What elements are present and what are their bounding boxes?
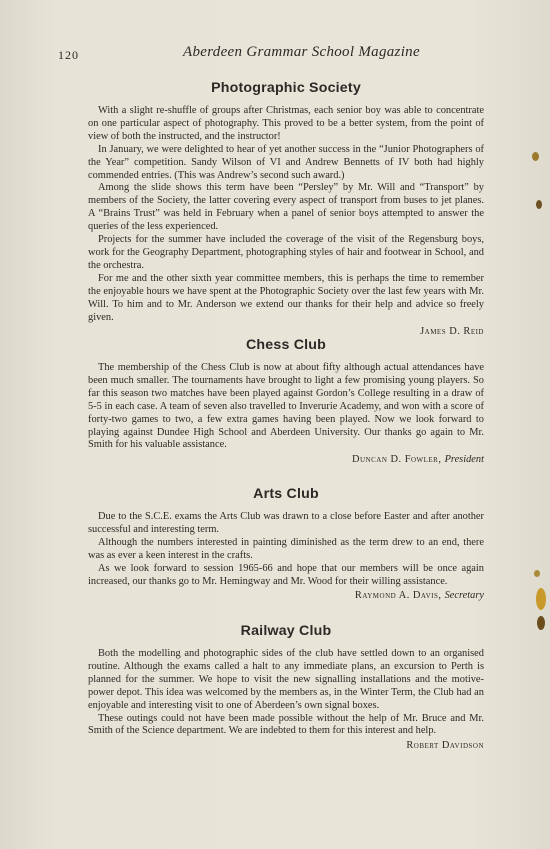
- running-title: Aberdeen Grammar School Magazine: [183, 44, 420, 60]
- signature-name: Robert Davidson: [406, 740, 484, 752]
- paragraph: With a slight re-shuffle of groups after Christmas, each senior boy was able to concentrate on one particular aspect of photography. This proved to be a better system, from the point of view of both the instructed, and the instructor!: [88, 105, 484, 142]
- signature: [88, 739, 484, 752]
- signature-name: Duncan D. Fowler,: [352, 454, 442, 466]
- section-title: Railway Club: [240, 623, 332, 639]
- section-arts-club: [88, 486, 484, 602]
- paragraph: As we look forward to session 1965-66 and hope that our members will be once again increased, our thanks go to Mr. Hemingway and Mr. Wood for their willing assistance.: [88, 562, 484, 587]
- signature-name: James D. Reid: [420, 326, 484, 338]
- signature-role: President: [444, 454, 484, 466]
- section-photographic-society: [88, 80, 484, 338]
- page-number: 120: [58, 48, 79, 62]
- ink-spot-decoration: [534, 570, 540, 577]
- paragraph: Among the slide shows this term have been “Persley” by Mr. Will and “Transport” by members of the Society, the latter covering every aspect of transport from buses to jet planes. A “Brains Trust” was held in February when a panel of senior boys attempted to answer the queries of the less experienced.: [88, 182, 484, 233]
- ink-spot-decoration: [536, 200, 542, 209]
- ink-spot-decoration: [537, 616, 545, 630]
- signature: [88, 453, 484, 466]
- section-railway-club: [88, 623, 484, 752]
- paragraph: Projects for the summer have included the coverage of the visit of the Regensburg boys, work for the Geography Department, photographing styles of hair and footwear in School, and the orchestra.: [88, 234, 484, 271]
- section-title: Chess Club: [245, 337, 327, 353]
- paragraph: In January, we were delighted to hear of yet another success in the “Junior Photographers of the Year” competition. Sandy Wilson of VI and Andrew Bennetts of IV both had highly commended entries. (This was Andrew’s second such award.): [88, 143, 484, 181]
- section-chess-club: [88, 337, 484, 466]
- signature-name: Raymond A. Davis,: [354, 590, 442, 602]
- ink-spot-decoration: [532, 152, 539, 161]
- paragraph: Both the modelling and photographic sides of the club have settled down to an organised routine. Although the exams called a halt to any immediate plans, an excursion to Perth is planned for the summer. We hope to visit the new signalling installations and the motive-power depot. This idea was welcomed by the members as, in the Winter Term, the Club had an enjoyable and interesting visit to one of Aberdeen’s own signal boxes.: [88, 648, 484, 711]
- signature-role: Secretary: [444, 590, 484, 602]
- paragraph: The membership of the Chess Club is now at about fifty although actual attendances have been much smaller. The tournaments have brought to light a few promising young players. So far this season two matches have been played against Gordon’s College resulting in a draw of 5-5 in each case. A team of seven also travelled to Inverurie Academy, and won with a score of forty-two games to two, a few extra games having been played. Now we look forward to playing against Dundee High School and Aberdeen University. Our thanks go again to Mr. Smith for his valuable assistance.: [88, 362, 484, 451]
- ink-spot-decoration: [536, 588, 546, 610]
- paragraph: Due to the S.C.E. exams the Arts Club was drawn to a close before Easter and after another successful and interesting term.: [88, 511, 484, 535]
- section-title: Photographic Society: [211, 80, 361, 96]
- page-header: [58, 44, 498, 64]
- paragraph: For me and the other sixth year committee members, this is perhaps the time to remember the enjoyable hours we have spent at the Photographic Society over the last few years with Mr. Will. To him and to Mr. Anderson we extend our thanks for their help and advice so freely given.: [88, 272, 484, 323]
- signature: [88, 589, 484, 602]
- paragraph: These outings could not have been made possible without the help of Mr. Bruce and Mr. Smith of the Science department. We are indebted to them for this interest and help.: [88, 712, 484, 737]
- section-title: Arts Club: [253, 486, 319, 502]
- paragraph: Although the numbers interested in painting diminished as the term drew to an end, there was as ever a keen interest in the crafts.: [88, 536, 484, 561]
